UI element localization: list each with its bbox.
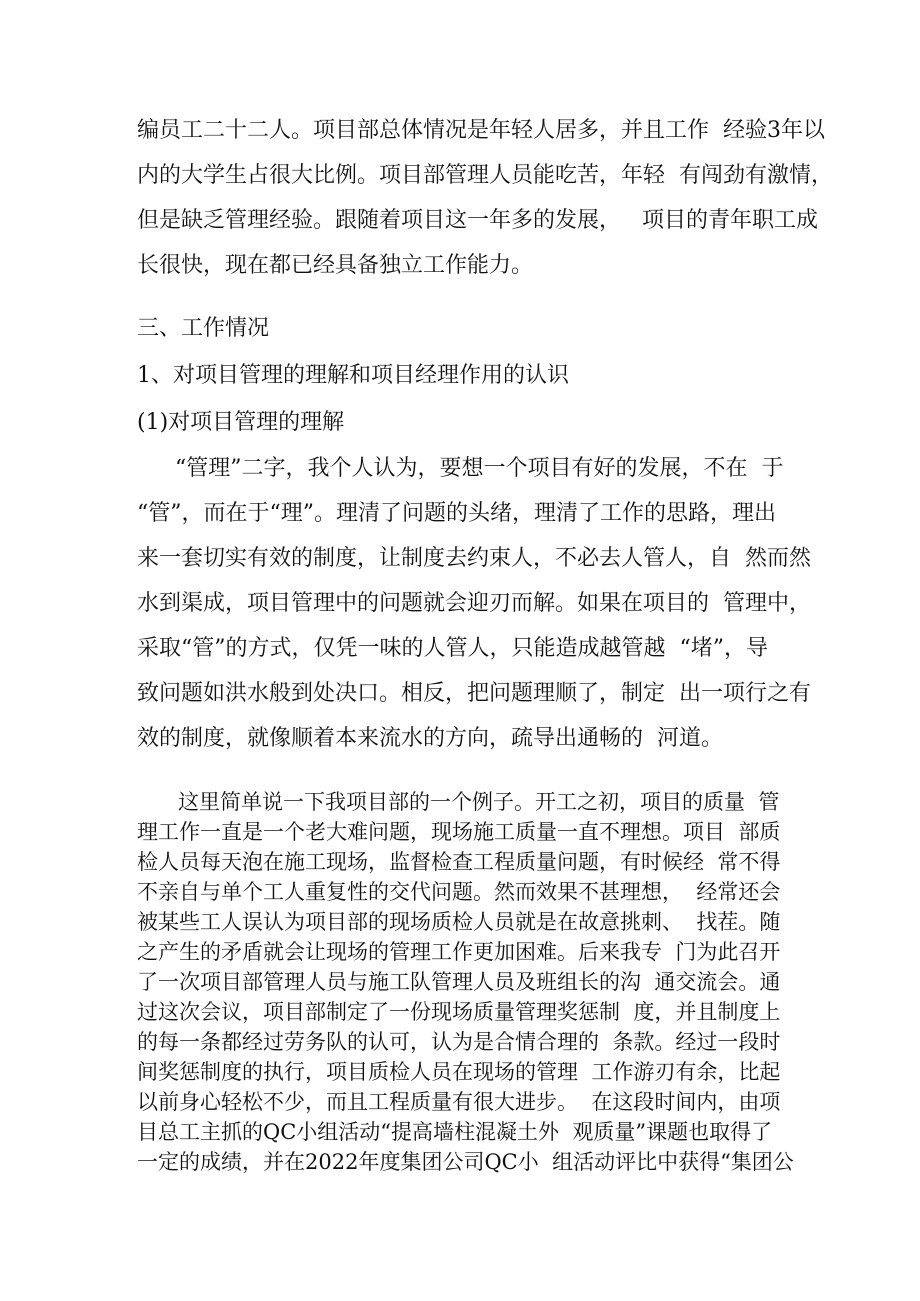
text-line: 来一套切实有效的制度，让制度去约束人，不必去人管人，自 然而然 bbox=[137, 546, 811, 571]
text-line: 长很快，现在都已经具备独立工作能力。 bbox=[137, 253, 534, 278]
text-line: 目总工主抓的QC小组活动“提高墙柱混凝土外 观质量”课题也取得了 bbox=[137, 1120, 773, 1144]
text-line: 了一次项目部管理人员与施工队管理人员及班组长的沟 通交流会。通 bbox=[137, 970, 781, 994]
text-line: 编员工二十二人。项目部总体情况是年轻人居多，并且工作 经验3年以 bbox=[137, 118, 825, 143]
text-line: 间奖惩制度的执行，项目质检人员在现场的管理 工作游刃有余，比起 bbox=[137, 1060, 781, 1084]
section-heading: 三、工作情况 bbox=[137, 316, 270, 341]
text-line: 水到渠成，项目管理中的问题就会迎刃而解。如果在项目的 管理中， bbox=[137, 591, 811, 616]
text-line: 被某些工人误认为项目部的现场质检人员就是在故意挑刺、 找茬。随 bbox=[137, 910, 781, 934]
subsubsection-heading: (1)对项目管理的理解 bbox=[137, 410, 345, 435]
text-line: 不亲自与单个工人重复性的交代问题。然而效果不甚理想， 经常还会 bbox=[137, 880, 781, 904]
text-line: 过这次会议，项目部制定了一份现场质量管理奖惩制 度，并且制度上 bbox=[137, 1000, 781, 1024]
text-line: “管”，而在于“理”。理清了问题的头绪，理清了工作的思路，理出 bbox=[137, 501, 776, 526]
text-line: 以前身心轻松不少，而且工程质量有很大进步。 在这段时间内，由项 bbox=[137, 1090, 781, 1114]
text-line: 采取“管”的方式，仅凭一味的人管人，只能造成越管越 “堵”，导 bbox=[137, 636, 768, 661]
text-line: 效的制度，就像顺着本来流水的方向，疏导出通畅的 河道。 bbox=[137, 726, 723, 751]
text-line: 之产生的矛盾就会让现场的管理工作更加困难。后来我专 门为此召开 bbox=[137, 940, 781, 964]
text-line: 但是缺乏管理经验。跟随着项目这一年多的发展， 项目的青年职工成 bbox=[137, 208, 818, 233]
text-line: 这里简单说一下我项目部的一个例子。开工之初，项目的质量 管 bbox=[178, 790, 780, 814]
text-line: 检人员每天泡在施工现场，监督检查工程质量问题，有时候经 常不得 bbox=[137, 850, 781, 874]
text-line: 致问题如洪水般到处决口。相反，把问题理顺了，制定 出一项行之有 bbox=[137, 681, 811, 706]
text-line: “管理”二字，我个人认为，要想一个项目有好的发展，不在 于 bbox=[175, 456, 784, 481]
text-line: 理工作一直是一个老大难问题，现场施工质量一直不理想。项目 部质 bbox=[137, 820, 781, 844]
text-line: 一定的成绩，并在2022年度集团公司QC小 组活动评比中获得“集团公 bbox=[137, 1150, 794, 1174]
text-line: 的每一条都经过劳务队的认可，认为是合情合理的 条款。经过一段时 bbox=[137, 1030, 781, 1054]
text-line: 内的大学生占很大比例。项目部管理人员能吃苦，年轻 有闯劲有激情， bbox=[137, 163, 833, 188]
subsection-heading: 1、对项目管理的理解和项目经理作用的认识 bbox=[137, 363, 569, 388]
